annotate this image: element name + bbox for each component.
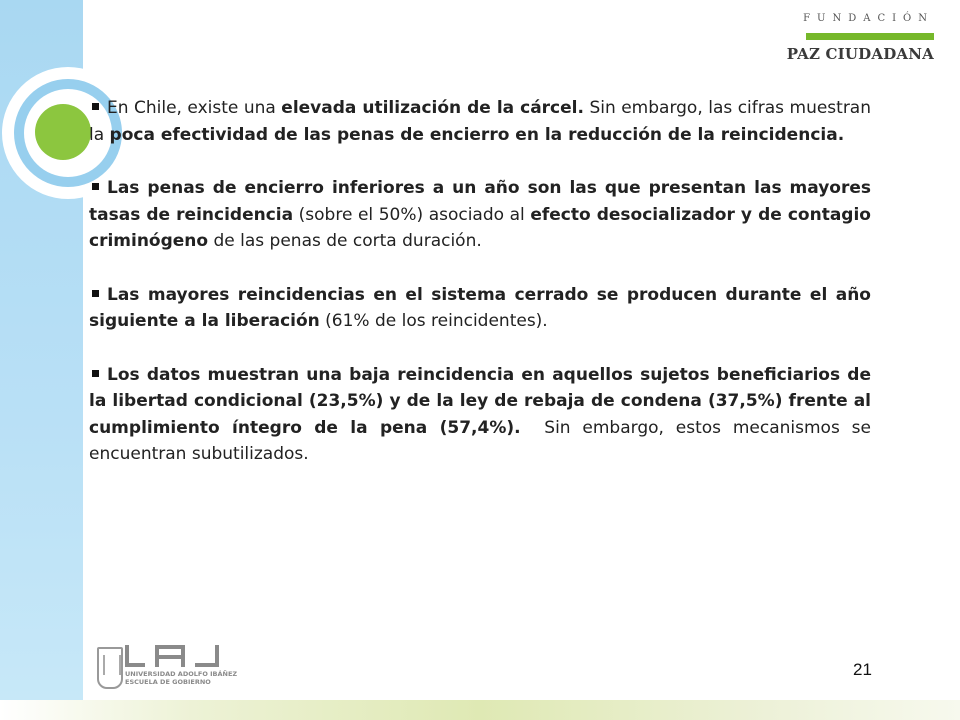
bullet-text-bold: poca efectividad de las penas de encierro en la reducción de la reincidencia. (109, 124, 845, 145)
bullet-square-icon (92, 183, 99, 190)
bullet-square-icon (92, 290, 99, 297)
logo-paz-ciudadana-text: PAZ CIUDADANA (786, 45, 934, 63)
bullet-text-bold: efecto desocializador y de contagio criminógeno (89, 204, 871, 251)
uai-caption-line1: UNIVERSIDAD ADOLFO IBÁÑEZ (125, 670, 238, 678)
bullet-text-bold: Las mayores reincidencias en el sistema cerrado se producen durante el año siguiente a la liberación (89, 284, 871, 331)
page-number: 21 (853, 660, 872, 679)
paz-ciudadana-logo (786, 13, 934, 63)
bullet-text: (sobre el 50%) asociado al (293, 204, 531, 225)
bullet-item (89, 362, 877, 468)
bullet-text: (61% de los reincidentes). (319, 311, 548, 331)
bullet-text: de las penas de corta duración. (208, 231, 482, 251)
slide-body (89, 95, 877, 495)
bullet-text-bold: elevada utilización de la cárcel. (281, 98, 584, 118)
bullet-item (89, 282, 871, 335)
uai-emblem-icon (97, 647, 123, 689)
uai-caption-line2: ESCUELA DE GOBIERNO (125, 678, 211, 686)
bullet-text-bold: Los datos muestran una baja reincidencia en aquellos sujetos beneficiarios de la libertad condicional (23,5%) y de la ley de rebaja de condena (37,5%) frente al cumplimiento íntegro de la pena (57,4%). (89, 364, 871, 438)
bullet-text: Sin embargo, las cifras muestran la (89, 98, 871, 145)
uai-wordmark (125, 645, 225, 667)
bottom-decorative-band (0, 700, 960, 720)
uai-logo (97, 645, 238, 691)
bullet-square-icon (92, 370, 99, 377)
logo-green-bar (806, 33, 934, 40)
decorative-circle-green (35, 104, 91, 160)
bullet-item (89, 95, 871, 148)
logo-fundacion-text: FUNDACIÓN (803, 13, 934, 24)
bullet-square-icon (92, 103, 99, 110)
uai-caption (125, 670, 237, 686)
bullet-text: En Chile, existe una (107, 98, 282, 118)
bullet-text-bold: Las penas de encierro inferiores a un año son las que presentan las mayores tasas de reincidencia (89, 178, 871, 225)
bullet-item (89, 175, 871, 255)
bullet-text: Sin embargo, estos mecanismos se encuentran subutilizados. (89, 417, 877, 464)
